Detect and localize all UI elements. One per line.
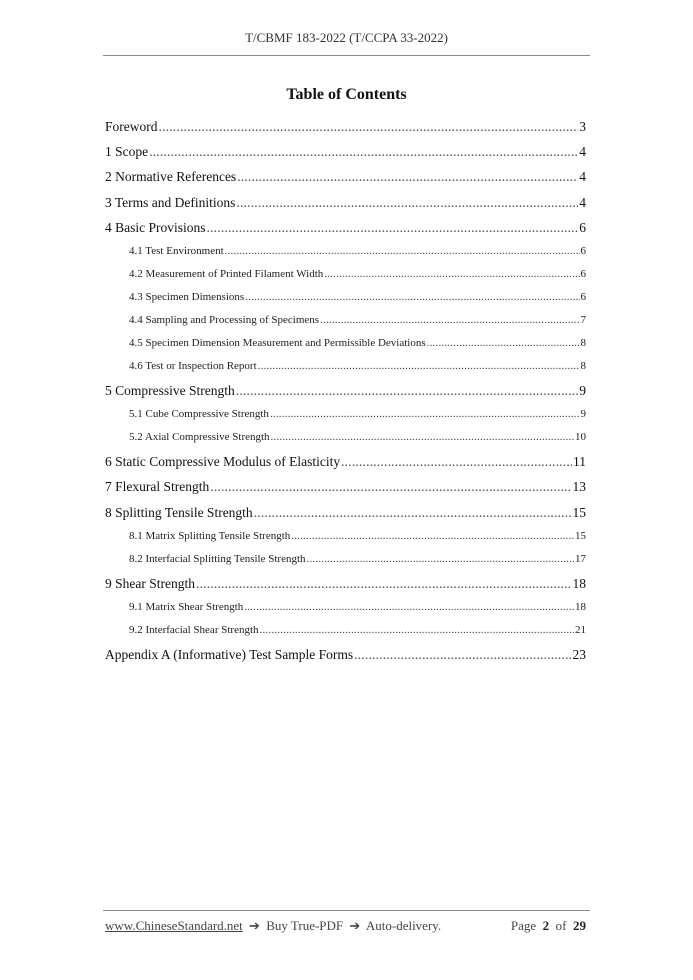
toc-subentry[interactable] (105, 314, 586, 337)
dot-leader (225, 245, 580, 257)
footer-divider (103, 910, 590, 911)
dot-leader (159, 119, 579, 135)
auto-delivery-text: Auto-delivery. (365, 918, 442, 933)
toc-subentry[interactable] (105, 431, 586, 454)
toc-entry[interactable] (105, 576, 586, 601)
buy-true-pdf-link[interactable]: Buy True-PDF (266, 918, 344, 933)
toc-entry-title: Appendix A (Informative) Test Sample Forms (105, 646, 354, 662)
dot-leader (271, 431, 574, 443)
page-label: Page (510, 918, 537, 933)
toc-entry-title: 6 Static Compressive Modulus of Elasticity (105, 454, 341, 470)
toc-entry[interactable] (105, 144, 586, 169)
page-total: 29 (573, 918, 586, 933)
dot-leader (291, 530, 574, 542)
toc-entry[interactable] (105, 169, 586, 194)
toc-entry-title: 8 Splitting Tensile Strength (105, 504, 253, 520)
toc-subentry[interactable] (105, 337, 586, 360)
toc-subentry[interactable] (105, 291, 586, 314)
toc-entry-title: 4.2 Measurement of Printed Filament Width (129, 267, 324, 280)
toc-subentry[interactable] (105, 601, 586, 624)
toc-entry-page: 15 (575, 529, 586, 542)
toc-entry-page: 6 (580, 267, 586, 280)
toc-entry[interactable] (105, 647, 586, 672)
header-divider (103, 55, 590, 56)
toc-entry[interactable] (105, 479, 586, 504)
toc-entry-page: 18 (572, 575, 586, 591)
toc-entry[interactable] (105, 195, 586, 220)
dot-leader (196, 576, 572, 592)
dot-leader (237, 169, 578, 185)
toc-entry-title: 9.2 Interfacial Shear Strength (129, 623, 259, 636)
toc-entry-title: 4.3 Specimen Dimensions (129, 290, 245, 303)
toc-entry-title: 5.2 Axial Compressive Strength (129, 431, 270, 444)
toc-entry[interactable] (105, 454, 586, 479)
dot-leader (354, 647, 571, 663)
toc-entry-title: 9 Shear Strength (105, 575, 195, 591)
toc-entry-page: 4 (579, 169, 586, 185)
page-header: T/CBMF 183-2022 (T/CCPA 33-2022) (245, 30, 448, 45)
toc-entry-page: 6 (580, 244, 586, 257)
toc-entry-title: 1 Scope (105, 144, 149, 160)
toc-entry-title: 4 Basic Provisions (105, 219, 206, 235)
toc-entry-title: 7 Flexural Strength (105, 479, 210, 495)
footer-promo (105, 918, 441, 934)
toc-subentry[interactable] (105, 408, 586, 431)
toc-entry-page: 7 (580, 313, 586, 326)
toc-entry[interactable] (105, 119, 586, 144)
toc-entry-title: 4.5 Specimen Dimension Measurement and Permissible Deviations (129, 336, 426, 349)
table-of-contents (105, 119, 586, 672)
dot-leader (207, 220, 579, 236)
toc-entry[interactable] (105, 383, 586, 408)
toc-entry-page: 9 (580, 408, 586, 421)
dot-leader (307, 553, 574, 565)
dot-leader (236, 195, 578, 211)
toc-entry-title: 4.6 Test or Inspection Report (129, 359, 257, 372)
dot-leader (254, 505, 572, 521)
toc-entry-title: 4.4 Sampling and Processing of Specimens (129, 313, 320, 326)
toc-entry[interactable] (105, 220, 586, 245)
dot-leader (149, 144, 578, 160)
toc-subentry[interactable] (105, 360, 586, 383)
page-footer (105, 918, 586, 934)
toc-entry-page: 9 (579, 382, 586, 398)
toc-entry-page: 4 (579, 144, 586, 160)
toc-entry-page: 23 (572, 646, 586, 662)
toc-entry-page: 21 (575, 623, 586, 636)
page-of: of (555, 918, 567, 933)
toc-subentry[interactable] (105, 245, 586, 268)
toc-entry-page: 8 (580, 336, 586, 349)
toc-entry-page: 6 (580, 290, 586, 303)
toc-entry-page: 15 (572, 504, 586, 520)
dot-leader (258, 360, 580, 372)
toc-entry-page: 6 (579, 219, 586, 235)
toc-entry-title: 2 Normative References (105, 169, 237, 185)
toc-entry-title: 5 Compressive Strength (105, 382, 235, 398)
toc-subentry[interactable] (105, 624, 586, 647)
dot-leader (236, 383, 579, 399)
toc-subentry[interactable] (105, 553, 586, 576)
toc-subentry[interactable] (105, 530, 586, 553)
toc-entry-title: 5.1 Cube Compressive Strength (129, 408, 269, 421)
right-arrow-icon: ➔ (249, 918, 260, 933)
toc-entry-title: Foreword (105, 119, 158, 134)
dot-leader (341, 454, 572, 470)
toc-entry-page: 3 (579, 119, 586, 134)
toc-title: Table of Contents (286, 86, 407, 103)
dot-leader (210, 479, 571, 495)
dot-leader (244, 601, 574, 613)
toc-entry-page: 8 (580, 359, 586, 372)
dot-leader (270, 408, 580, 420)
site-link[interactable]: www.ChineseStandard.net (105, 918, 243, 933)
toc-entry-title: 8.1 Matrix Splitting Tensile Strength (129, 529, 291, 542)
toc-entry-page: 18 (575, 600, 586, 613)
page-indicator (511, 918, 586, 934)
toc-entry-page: 13 (572, 479, 586, 495)
page-current: 2 (542, 918, 550, 933)
dot-leader (260, 624, 574, 636)
toc-entry-title: 9.1 Matrix Shear Strength (129, 600, 244, 613)
toc-entry-title: 3 Terms and Definitions (105, 194, 236, 210)
toc-subentry[interactable] (105, 268, 586, 291)
right-arrow-icon: ➔ (349, 918, 361, 933)
toc-entry-page: 11 (573, 454, 586, 470)
toc-entry-page: 17 (575, 552, 586, 565)
dot-leader (324, 268, 579, 280)
dot-leader (320, 314, 579, 326)
toc-entry-title: 8.2 Interfacial Splitting Tensile Strength (129, 552, 306, 565)
toc-entry[interactable] (105, 505, 586, 530)
toc-entry-page: 10 (575, 431, 586, 444)
toc-entry-title: 4.1 Test Environment (129, 244, 224, 257)
dot-leader (427, 337, 580, 349)
dot-leader (245, 291, 579, 303)
toc-entry-page: 4 (579, 194, 586, 210)
